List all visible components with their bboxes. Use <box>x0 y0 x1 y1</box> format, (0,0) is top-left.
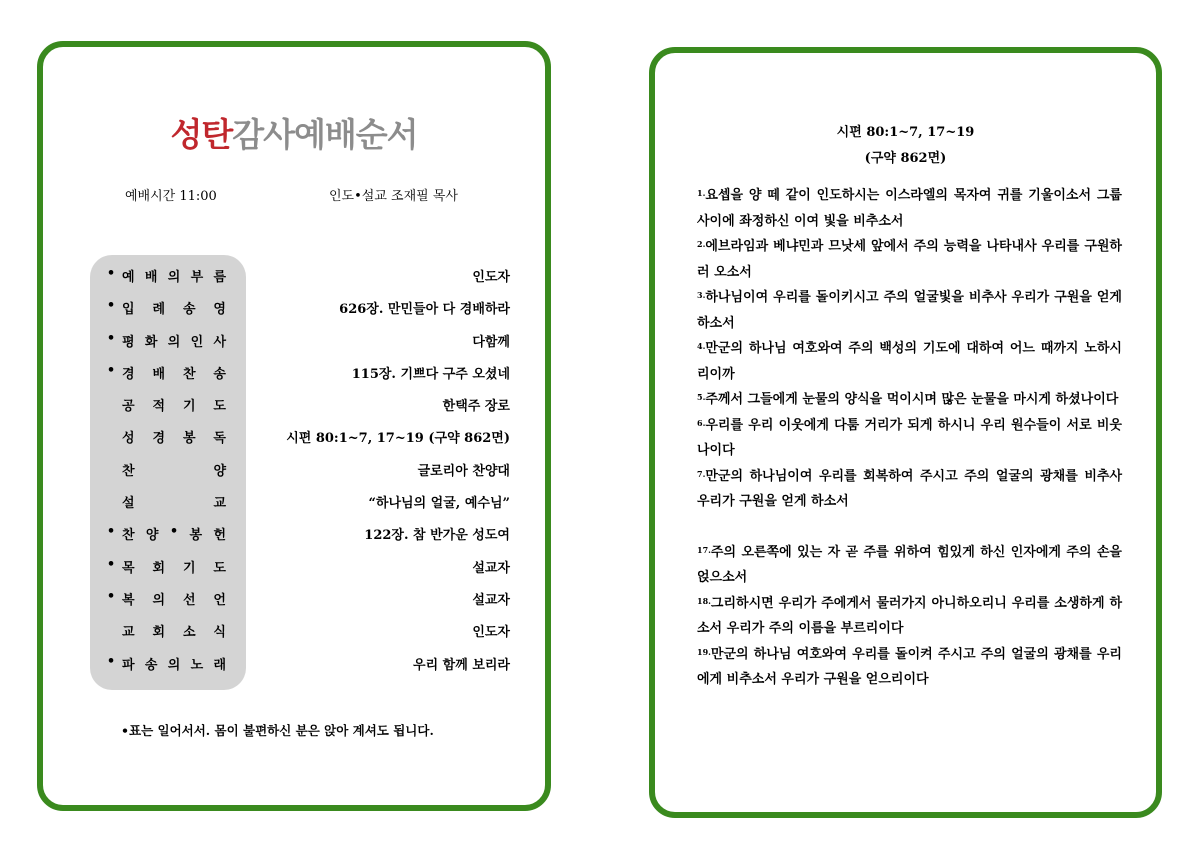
verse-number: 7. <box>697 468 706 479</box>
order-label-char: 소 <box>182 625 196 641</box>
verse-number: 1. <box>697 188 706 198</box>
verse-text: 요셉을 양 떼 같이 인도하시는 이스라엘의 목자여 귀를 기울이소서 그룹 사이에 좌정하신 이여 빛을 비추소서 <box>697 188 1122 229</box>
order-detail: 인도자 <box>472 625 510 641</box>
order-label-char: 봉 <box>189 528 203 544</box>
order-label-char: 목 <box>122 560 135 576</box>
verse <box>697 540 1122 591</box>
order-label-char: 교 <box>213 496 226 512</box>
order-detail: 다함께 <box>472 334 510 350</box>
order-label-char: 경 <box>152 431 166 447</box>
order-label-char: 파 <box>122 657 135 673</box>
order-label-char: 헌 <box>213 528 226 544</box>
order-label-char: 배 <box>144 270 158 285</box>
order-detail: 인도자 <box>472 270 510 285</box>
order-label-char: 의 <box>167 334 181 350</box>
verse-group-2 <box>697 540 1122 693</box>
order-row <box>90 420 510 452</box>
scripture-page-ref: (구약 862면) <box>864 151 947 166</box>
order-label <box>122 363 226 382</box>
order-detail: “하나님의 얼굴, 예수님” <box>368 496 510 512</box>
verse <box>697 285 1122 336</box>
order-label-char: 영 <box>213 302 226 318</box>
order-detail: 한택주 장로 <box>442 399 510 415</box>
order-label-char: 회 <box>152 560 166 576</box>
order-row <box>90 259 510 291</box>
order-row <box>90 485 510 517</box>
verse-number: 5. <box>697 392 706 402</box>
order-label <box>122 331 226 350</box>
order-label-char: 성 <box>122 431 135 447</box>
verse-text: 만군의 하나님 여호와여 주의 백성의 기도에 대하여 어느 때까지 노하시리이까 <box>697 341 1122 382</box>
title-rest: 감사예배순서 <box>232 115 418 154</box>
order-label-char: 부 <box>190 270 204 285</box>
order-label <box>122 427 226 446</box>
order-row <box>90 324 510 356</box>
order-label-char: 예 <box>122 270 135 285</box>
verse-group-1 <box>697 183 1122 515</box>
order-label <box>122 395 226 414</box>
scripture-reference: 시편 80:1~7, 17~19 <box>836 125 975 140</box>
order-label-char: 화 <box>144 334 158 350</box>
verse <box>697 464 1122 515</box>
order-label-char: 봉 <box>182 431 196 447</box>
order-bullet: • <box>106 588 116 604</box>
order-label <box>122 589 226 608</box>
order-label-char: 송 <box>182 302 196 318</box>
order-row <box>90 388 510 420</box>
order-label-char: 입 <box>122 302 135 318</box>
leader-info: 인도•설교 조재필 목사 <box>329 189 458 204</box>
order-label <box>122 266 226 285</box>
order-bullet: • <box>106 524 116 540</box>
order-label-char: 찬 <box>182 366 196 382</box>
order-row <box>90 614 510 646</box>
order-label-char: 양 <box>145 528 159 544</box>
verse-text: 주의 오른쪽에 있는 자 곧 주를 위하여 힘있게 하신 인자에게 주의 손을 얹으소서 <box>697 544 1122 585</box>
order-bullet: • <box>106 556 116 572</box>
order-detail: 설교자 <box>472 560 510 576</box>
order-label-char: 언 <box>213 592 226 608</box>
verse <box>697 591 1122 642</box>
order-bullet: • <box>106 362 116 378</box>
order-row <box>90 517 510 549</box>
order-row <box>90 582 510 614</box>
order-label-char: 기 <box>182 399 196 415</box>
verse-number: 6. <box>697 417 706 428</box>
order-label-char: 의 <box>167 270 181 285</box>
order-label-char: 도 <box>213 560 226 576</box>
worship-time: 예배시간 11:00 <box>125 189 217 204</box>
order-label-char: 찬 <box>122 528 135 544</box>
verse-text: 우리를 우리 이웃에게 다툼 거리가 되게 하시니 우리 원수들이 서로 비웃나이다 <box>697 417 1122 458</box>
order-label-char: 례 <box>152 302 166 318</box>
order-row <box>90 291 510 323</box>
order-detail: 시편 80:1~7, 17~19 (구약 862면) <box>286 431 510 447</box>
order-label <box>122 654 226 673</box>
order-label-char: 의 <box>152 592 166 608</box>
verse-text: 에브라임과 베냐민과 므낫세 앞에서 주의 능력을 나타내사 우리를 구원하러 오소서 <box>697 239 1122 280</box>
order-label-char: 사 <box>213 334 226 350</box>
order-label <box>122 621 226 640</box>
order-label-char: 독 <box>213 431 226 447</box>
footnote: •표는 일어서서. 몸이 불편하신 분은 앉아 계셔도 됩니다. <box>121 723 434 738</box>
verse-group-gap <box>697 515 1122 540</box>
verse-number: 17. <box>697 544 711 555</box>
order-detail: 122장. 참 반가운 성도여 <box>364 528 510 544</box>
order-label-char: 도 <box>213 399 226 415</box>
order-list <box>90 259 510 679</box>
order-label-char: 양 <box>213 463 226 479</box>
verse-text: 주께서 그들에게 눈물의 양식을 먹이시며 많은 눈물을 마시게 하셨나이다 <box>705 392 1119 407</box>
verse-number: 19. <box>697 646 711 657</box>
verse-text: 만군의 하나님이여 우리를 회복하여 주시고 주의 얼굴의 광채를 비추사 우리가 구원을 얻게 하소서 <box>697 468 1122 509</box>
order-label-char: 송 <box>144 657 158 673</box>
verse <box>697 183 1122 234</box>
order-label-char: 노 <box>190 657 204 673</box>
order-label-char: 식 <box>213 625 226 641</box>
verse-text: 그리하시면 우리가 주에게서 물러가지 아니하오리니 우리를 소생하게 하소서 우리가 주의 이름을 부르리이다 <box>697 595 1122 636</box>
order-label-char: 래 <box>213 657 226 673</box>
verse <box>697 336 1122 387</box>
verse-list <box>697 183 1122 693</box>
order-label <box>122 557 226 576</box>
order-label-char: 설 <box>122 496 135 512</box>
order-detail: 115장. 기쁘다 구주 오셨네 <box>351 366 510 382</box>
order-label-char: 복 <box>122 592 135 608</box>
order-label-char: 경 <box>122 366 135 382</box>
page-title <box>43 109 545 156</box>
order-label-char: 공 <box>122 399 135 415</box>
verse <box>697 387 1122 413</box>
order-bullet: • <box>106 266 116 281</box>
order-label-char: 찬 <box>122 463 135 479</box>
verse-text: 하나님이여 우리를 돌이키시고 주의 얼굴빛을 비추사 우리가 구원을 얻게 하소서 <box>697 290 1122 331</box>
order-label-char: 름 <box>213 270 226 285</box>
order-label-char: 교 <box>122 625 135 641</box>
order-label-char: 배 <box>152 366 166 382</box>
title-highlight: 성탄 <box>170 115 233 154</box>
order-row <box>90 356 510 388</box>
order-label-char: 적 <box>152 399 166 415</box>
verse <box>697 413 1122 464</box>
worship-order-panel <box>37 41 551 811</box>
order-row <box>90 453 510 485</box>
verse-number: 4. <box>697 341 706 351</box>
order-bullet: • <box>106 330 116 346</box>
order-row <box>90 550 510 582</box>
order-detail: 글로리아 찬양대 <box>417 463 510 479</box>
order-label-char: • <box>169 524 179 540</box>
order-bullet: • <box>106 298 116 314</box>
verse-number: 3. <box>697 290 706 300</box>
order-label-char: 평 <box>122 334 135 350</box>
verse <box>697 642 1122 693</box>
order-label-char: 인 <box>190 334 204 350</box>
order-label-char: 기 <box>182 560 196 576</box>
verse-number: 18. <box>697 595 711 606</box>
verse-text: 만군의 하나님 여호와여 우리를 돌이켜 주시고 주의 얼굴의 광채를 우리에게 비추소서 우리가 구원을 얻으리이다 <box>697 646 1122 687</box>
verse <box>697 234 1122 285</box>
order-label-char: 선 <box>182 592 196 608</box>
order-bullet: • <box>106 653 116 669</box>
order-detail: 626장. 만민들아 다 경배하라 <box>339 302 510 318</box>
order-label-char: 의 <box>167 657 181 673</box>
scripture-panel <box>649 47 1162 818</box>
order-detail: 설교자 <box>472 592 510 608</box>
order-detail: 우리 함께 보리라 <box>413 657 510 673</box>
order-row <box>90 647 510 679</box>
verse-number: 2. <box>697 239 706 249</box>
order-label <box>122 492 226 511</box>
order-label <box>122 298 226 317</box>
order-label-char: 송 <box>213 366 226 382</box>
order-label <box>122 524 226 543</box>
order-label-char: 회 <box>152 625 166 641</box>
order-label <box>122 460 226 479</box>
